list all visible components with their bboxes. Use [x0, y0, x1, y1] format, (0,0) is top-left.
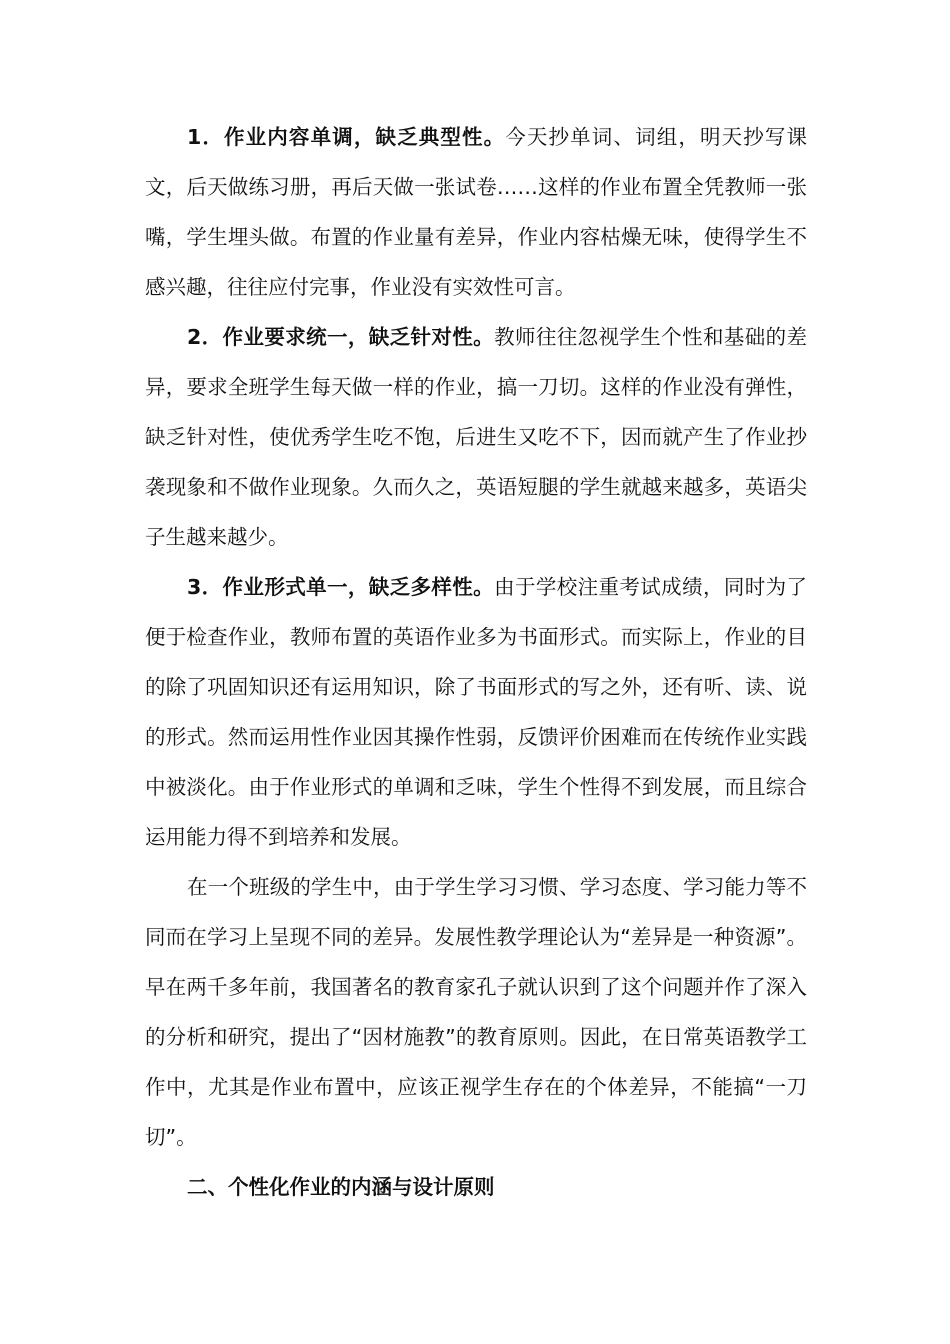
paragraph-1-lead: 1．作业内容单调，缺乏典型性。 [187, 125, 506, 149]
paragraph-1 [145, 112, 807, 312]
section-heading: 二、个性化作业的内涵与设计原则 [187, 1175, 495, 1199]
paragraph-2-lead: 2．作业要求统一，缺乏针对性。 [187, 325, 495, 349]
paragraph-4 [145, 862, 807, 1162]
document-page [145, 112, 807, 1212]
paragraph-3-lead: 3．作业形式单一，缺乏多样性。 [187, 575, 495, 599]
paragraph-1-text: 今天抄单词、词组，明天抄写课文，后天做练习册，再后天做一张试卷……这样的作业布置全凭教师一张嘴，学生埋头做。布置的作业量有差异，作业内容枯燥无味，使得学生不感兴趣，往往应付完事，作业没有实效性可言。 [145, 125, 807, 299]
paragraph-3 [145, 562, 807, 862]
paragraph-3-text: 由于学校注重考试成绩，同时为了便于检查作业，教师布置的英语作业多为书面形式。而实际上，作业的目的除了巩固知识还有运用知识，除了书面形式的写之外，还有听、读、说的形式。然而运用性作业因其操作性弱，反馈评价困难而在传统作业实践中被淡化。由于作业形式的单调和乏味，学生个性得不到发展，而且综合运用能力得不到培养和发展。 [145, 575, 808, 849]
paragraph-2 [145, 312, 807, 562]
paragraph-4-text: 在一个班级的学生中，由于学生学习习惯、学习态度、学习能力等不同而在学习上呈现不同的差异。发展性教学理论认为“差异是一种资源”。早在两千多年前，我国著名的教育家孔子就认识到了这个问题并作了深入的分析和研究，提出了“因材施教”的教育原则。因此，在日常英语教学工作中，尤其是作业布置中，应该正视学生存在的个体差异，不能搞“一刀切”。 [145, 875, 807, 1149]
paragraph-2-text: 教师往往忽视学生个性和基础的差异，要求全班学生每天做一样的作业，搞一刀切。这样的作业没有弹性，缺乏针对性，使优秀学生吃不饱，后进生又吃不下，因而就产生了作业抄袭现象和不做作业现象。久而久之，英语短腿的学生就越来越多，英语尖子生越来越少。 [145, 325, 808, 549]
